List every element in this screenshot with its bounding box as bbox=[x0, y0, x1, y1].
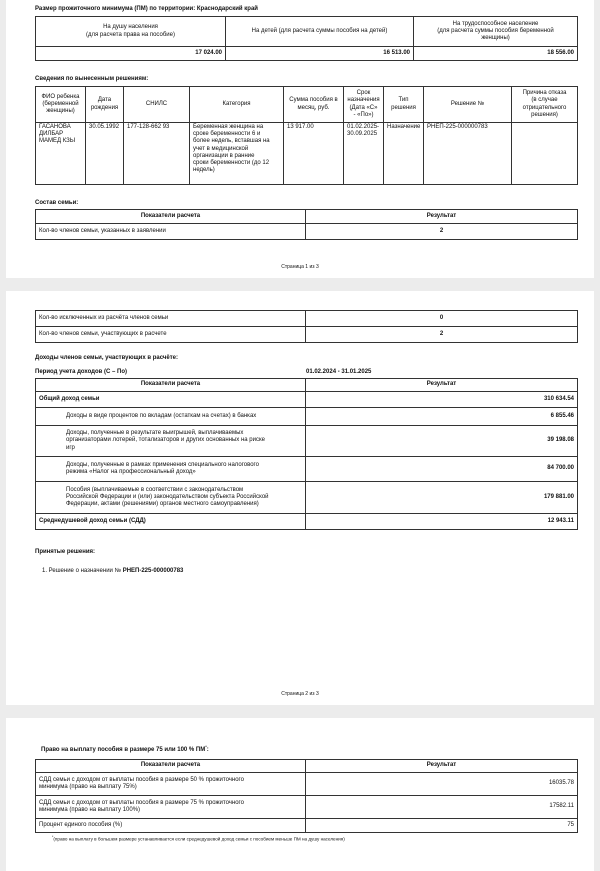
income-row-value: 179 881.00 bbox=[306, 482, 578, 514]
page-3 bbox=[6, 718, 594, 871]
col-type: Тип решения bbox=[384, 87, 424, 123]
income-row-label: Доходы в виде процентов по вкладам (остаткам на счетах) в банках bbox=[36, 408, 306, 426]
footnote bbox=[52, 835, 345, 842]
right-row-label: Процент единого пособия (%) bbox=[36, 819, 306, 833]
pm-value-per-capita: 17 024.00 bbox=[36, 47, 226, 61]
footnote-sup: * bbox=[52, 835, 54, 839]
income-avg-value: 12 943.11 bbox=[306, 514, 578, 530]
right-title-sup: * bbox=[205, 744, 207, 749]
right-table bbox=[35, 759, 578, 833]
decision-list-item bbox=[42, 568, 183, 574]
cell-category: Беременная женщина на сроке беременности 6 и более недель, вставшая на учет в медицинской организации в ранние сроки беременности (до 12 недель) bbox=[190, 123, 284, 185]
income-row-label: Пособия (выплачиваемые в соответствии с законодательством Российской Федерации и (или) законодательством субъекта Российской Федерации, актами (решениями) органов местного самоуправления) bbox=[36, 482, 306, 514]
income-total-value: 310 634.54 bbox=[306, 392, 578, 408]
decision-row bbox=[36, 123, 578, 185]
decision-item-number: РНЕП-225-000000783 bbox=[122, 568, 184, 574]
col-fio: ФИО ребенка (беременной женщины) bbox=[36, 87, 86, 123]
right-row-label: СДД семьи с доходом от выплаты пособия в размере 75 % прожиточного минимума (право на выплату 100%) bbox=[36, 796, 306, 819]
footnote-text: (право на выплату в большем размере устанавливается если среднедушевой доход семьи с пособием меньше ПМ на душу населения) bbox=[53, 836, 345, 842]
income-row-label: Доходы, полученные в результате выигрышей, выплачиваемых организаторами лотерей, тотализаторов и других основанных на риске игр bbox=[36, 426, 306, 457]
right-title-tail: : bbox=[206, 747, 209, 753]
family-row-value: 2 bbox=[306, 224, 578, 240]
table-row bbox=[36, 819, 578, 833]
family-row-label: Кол-во исключенных из расчёта членов семьи bbox=[36, 311, 306, 327]
right-row-value: 75 bbox=[306, 819, 578, 833]
cell-amount: 13 917.00 bbox=[284, 123, 344, 185]
page-number-2: Страница 2 из 3 bbox=[281, 691, 319, 697]
family-header-result: Результат bbox=[306, 210, 578, 224]
family-row-value: 0 bbox=[306, 311, 578, 327]
right-title-text: Право на выплату пособия в размере 75 или 100 % ПМ bbox=[41, 747, 206, 753]
cell-fio: ГАСАНОВА ДИЛБАР МАМЕД КЗЫ bbox=[36, 123, 86, 185]
pm-header-working: На трудоспособное население (для расчета суммы пособия беременной женщины) bbox=[414, 17, 578, 47]
col-category: Категория bbox=[190, 87, 284, 123]
family-header-indicator: Показатели расчета bbox=[36, 210, 306, 224]
col-refusal-reason: Причина отказа (в случае отрицательного решения) bbox=[512, 87, 578, 123]
pm-value-children: 16 513.00 bbox=[226, 47, 414, 61]
table-row bbox=[36, 327, 578, 343]
col-period: Срок назначения (Дата «С» - «По») bbox=[344, 87, 384, 123]
table-row bbox=[36, 482, 578, 514]
period-label: Период учета доходов (С – По) bbox=[35, 369, 127, 375]
pm-value-working: 18 556.00 bbox=[414, 47, 578, 61]
decisions-table bbox=[35, 86, 578, 185]
pm-header-per-capita: На душу населения (для расчета права на пособие) bbox=[36, 17, 226, 47]
accepted-decisions-title: Принятые решения: bbox=[35, 549, 96, 555]
period-value: 01.02.2024 - 31.01.2025 bbox=[306, 369, 372, 375]
table-row bbox=[36, 426, 578, 457]
income-total-row bbox=[36, 392, 578, 408]
pm-header-children: На детей (для расчета суммы пособия на детей) bbox=[226, 17, 414, 47]
cell-type: Назначение bbox=[384, 123, 424, 185]
page-number-1: Страница 1 из 3 bbox=[281, 264, 319, 270]
decision-item-prefix: 1. Решение о назначении № bbox=[42, 568, 122, 574]
table-row bbox=[36, 773, 578, 796]
family-row-label: Кол-во членов семьи, указанных в заявлении bbox=[36, 224, 306, 240]
income-header-indicator: Показатели расчета bbox=[36, 379, 306, 392]
income-row-label: Доходы, полученные в рамках применения специального налогового режима «Налог на профессиональный доход» bbox=[36, 457, 306, 482]
table-row bbox=[36, 796, 578, 819]
page-2 bbox=[6, 291, 594, 705]
family-row-value: 2 bbox=[306, 327, 578, 343]
cell-snils: 177-128-662 93 bbox=[124, 123, 190, 185]
income-title: Доходы членов семьи, участвующих в расчёте: bbox=[35, 355, 178, 361]
decisions-title: Сведения по вынесенным решениям: bbox=[35, 76, 149, 82]
family-table-1 bbox=[35, 209, 578, 240]
col-amount: Сумма пособия в месяц, руб. bbox=[284, 87, 344, 123]
page-1 bbox=[6, 0, 594, 278]
right-title bbox=[41, 744, 209, 753]
cell-refusal-reason bbox=[512, 123, 578, 185]
col-birthdate: Дата рождения bbox=[86, 87, 124, 123]
income-avg-row bbox=[36, 514, 578, 530]
income-row-value: 84 700.00 bbox=[306, 457, 578, 482]
right-row-value: 17582.11 bbox=[306, 796, 578, 819]
income-row-value: 39 198.08 bbox=[306, 426, 578, 457]
right-header-result: Результат bbox=[306, 760, 578, 773]
cell-birthdate: 30.05.1992 bbox=[86, 123, 124, 185]
table-row bbox=[36, 311, 578, 327]
income-total-label: Общий доход семьи bbox=[36, 392, 306, 408]
income-table bbox=[35, 378, 578, 530]
right-row-label: СДД семьи с доходом от выплаты пособия в размере 50 % прожиточного минимума (право на выплату 75%) bbox=[36, 773, 306, 796]
table-row bbox=[36, 224, 578, 240]
table-row bbox=[36, 408, 578, 426]
col-decision-number: Решение № bbox=[424, 87, 512, 123]
income-avg-label: Среднедушевой доход семьи (СДД) bbox=[36, 514, 306, 530]
family-row-label: Кол-во членов семьи, участвующих в расчете bbox=[36, 327, 306, 343]
family-table-2 bbox=[35, 310, 578, 343]
income-row-value: 6 855.46 bbox=[306, 408, 578, 426]
cell-decision-number: РНЕП-225-000000783 bbox=[424, 123, 512, 185]
col-snils: СНИЛС bbox=[124, 87, 190, 123]
decisions-header-row bbox=[36, 87, 578, 123]
pm-title: Размер прожиточного минимума (ПМ) по территории: Краснодарский край bbox=[35, 6, 258, 12]
pm-table bbox=[35, 16, 578, 61]
income-header-result: Результат bbox=[306, 379, 578, 392]
table-row bbox=[36, 457, 578, 482]
right-header-indicator: Показатели расчета bbox=[36, 760, 306, 773]
right-row-value: 16035.78 bbox=[306, 773, 578, 796]
cell-period: 01.02.2025- 30.09.2025 bbox=[344, 123, 384, 185]
family-title: Состав семьи: bbox=[35, 200, 79, 206]
